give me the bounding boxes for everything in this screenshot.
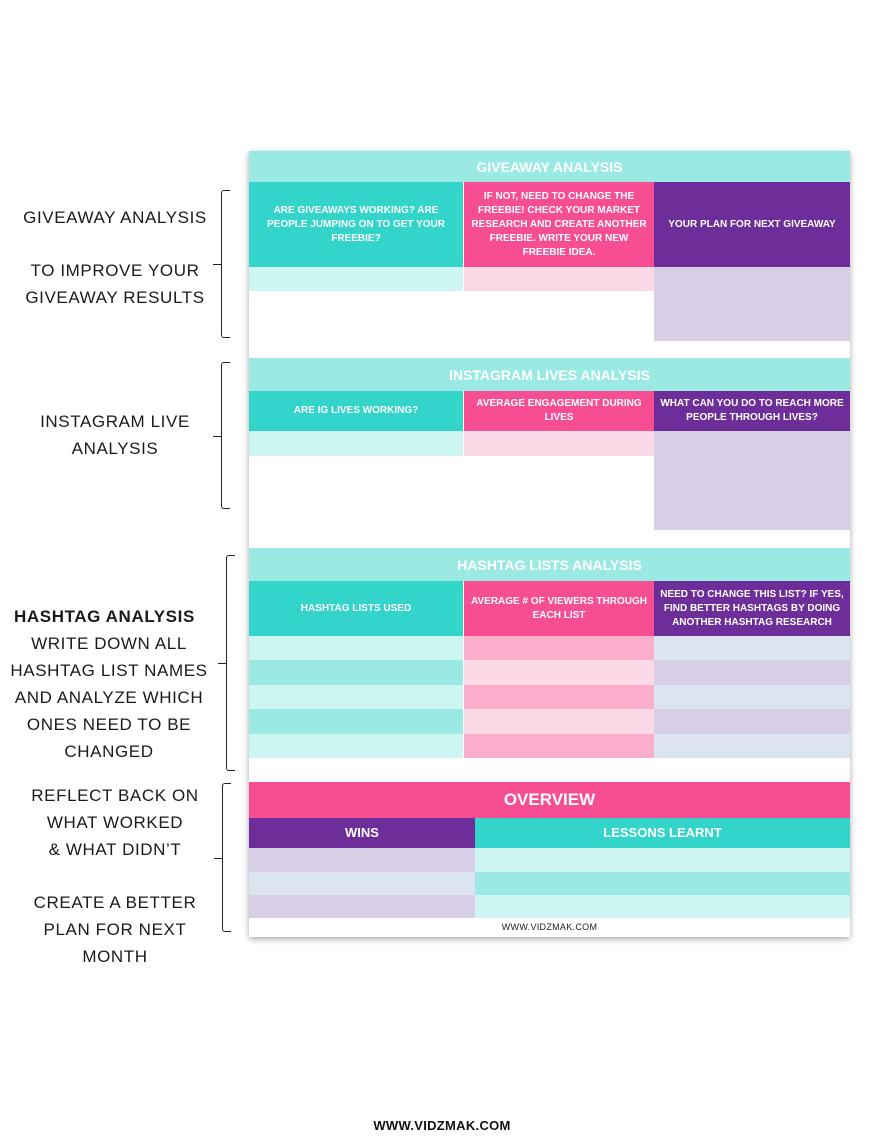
- giveaway-col2-text: IF NOT, NEED TO CHANGE THE FREEBIE! CHECK YOUR MARKET RESEARCH AND CREATE ANOTHER FREEBIE. WRITE YOUR NEW FREEBIE IDEA.: [471, 190, 647, 258]
- instagram-col3-header: [654, 391, 850, 431]
- hashtag-col3-header: [654, 581, 850, 636]
- hashtag-col2-header: [464, 581, 654, 636]
- instagram-col3-text: WHAT CAN YOU DO TO REACH MORE PEOPLE THROUGH LIVES?: [660, 398, 844, 423]
- hashtag-row-3-col2[interactable]: [464, 685, 654, 709]
- annotation-hashtag: [4, 603, 214, 765]
- annotation-giveaway-line3: GIVEAWAY RESULTS: [25, 288, 205, 307]
- hashtag-row-3-col1[interactable]: [249, 685, 463, 709]
- overview-lessons-row-2[interactable]: [475, 872, 850, 895]
- giveaway-col1-entry[interactable]: [249, 267, 463, 291]
- hashtag-col2-text: AVERAGE # OF VIEWERS THROUGH EACH LIST: [471, 595, 647, 621]
- hashtag-row-2-col1[interactable]: [249, 660, 463, 685]
- annotation-instagram: [30, 408, 200, 462]
- instagram-col1-entry[interactable]: [249, 431, 463, 456]
- brace-hashtag: [226, 555, 235, 771]
- giveaway-col3-header: [654, 182, 850, 267]
- instagram-col1-header: [249, 391, 463, 431]
- hashtag-row-4-col1[interactable]: [249, 709, 463, 734]
- hashtag-row-2-col3[interactable]: [654, 660, 850, 685]
- sheet-website: WWW.VIDZMAK.COM: [501, 922, 598, 932]
- overview-wins-row-1[interactable]: [249, 848, 475, 872]
- brace-reflect: [222, 783, 231, 932]
- annotation-hashtag-title: HASHTAG ANALYSIS: [14, 607, 195, 626]
- overview-wins-row-3[interactable]: [249, 895, 475, 918]
- giveaway-col1-header: [249, 182, 463, 267]
- instagram-col2-text: AVERAGE ENGAGEMENT DURING LIVES: [476, 398, 642, 423]
- hashtag-row-5-col1[interactable]: [249, 734, 463, 758]
- hashtag-row-1-col2[interactable]: [464, 636, 654, 660]
- worksheet: [249, 151, 850, 937]
- instagram-col1-text: ARE IG LIVES WORKING?: [293, 405, 419, 416]
- instagram-col2-header: [464, 391, 654, 431]
- annotation-hashtag-line5: CHANGED: [64, 742, 154, 761]
- giveaway-col1-text: ARE GIVEAWAYS WORKING? ARE PEOPLE JUMPING ON TO GET YOUR FREEBIE?: [267, 204, 445, 244]
- annotation-giveaway-line1: GIVEAWAY ANALYSIS: [23, 208, 207, 227]
- giveaway-title-bar: [249, 151, 850, 182]
- hashtag-title: HASHTAG LISTS ANALYSIS: [457, 556, 642, 573]
- overview-lessons-text: LESSONS LEARNT: [603, 825, 722, 840]
- brace-instagram: [221, 362, 230, 509]
- annotation-reflect-line4: CREATE A BETTER: [33, 893, 197, 912]
- hashtag-row-5-col3[interactable]: [654, 734, 850, 758]
- instagram-col2-entry[interactable]: [464, 431, 654, 456]
- overview-wins-header: [249, 818, 475, 848]
- overview-title-bar: [249, 782, 850, 818]
- annotation-reflect-line5: PLAN FOR NEXT MONTH: [43, 920, 187, 966]
- hashtag-row-4-col2[interactable]: [464, 709, 654, 734]
- brace-giveaway: [221, 190, 230, 338]
- overview-title: OVERVIEW: [503, 790, 596, 809]
- overview-lessons-row-1[interactable]: [475, 848, 850, 872]
- hashtag-col3-text: NEED TO CHANGE THIS LIST? IF YES, FIND BETTER HASHTAGS BY DOING ANOTHER HASHTAG RESEARCH: [660, 588, 844, 628]
- annotation-hashtag-line2: HASHTAG LIST NAMES: [10, 661, 208, 680]
- annotation-reflect-line2: WHAT WORKED: [46, 813, 184, 832]
- annotation-hashtag-line1: WRITE DOWN ALL: [31, 634, 187, 653]
- hashtag-title-bar: [249, 548, 850, 581]
- hashtag-row-1-col1[interactable]: [249, 636, 463, 660]
- hashtag-row-5-col2[interactable]: [464, 734, 654, 758]
- annotation-instagram-line2: ANALYSIS: [71, 439, 159, 458]
- annotation-giveaway: [20, 204, 210, 311]
- annotation-reflect-line3: & WHAT DIDN’T: [48, 840, 182, 859]
- giveaway-col3-text: YOUR PLAN FOR NEXT GIVEAWAY: [668, 218, 836, 230]
- giveaway-col3-entry[interactable]: [654, 267, 850, 341]
- annotation-hashtag-line4: ONES NEED TO BE: [26, 715, 192, 734]
- instagram-title-bar: [249, 358, 850, 391]
- hashtag-row-2-col2[interactable]: [464, 660, 654, 685]
- annotation-giveaway-line2: TO IMPROVE YOUR: [30, 261, 200, 280]
- annotation-reflect: [10, 782, 220, 970]
- overview-lessons-row-3[interactable]: [475, 895, 850, 918]
- hashtag-col1-text: HASHTAG LISTS USED: [300, 602, 412, 614]
- overview-lessons-header: [475, 818, 850, 848]
- annotation-reflect-line1: REFLECT BACK ON: [31, 786, 199, 805]
- hashtag-col1-header: [249, 581, 463, 636]
- instagram-col3-entry[interactable]: [654, 431, 850, 530]
- giveaway-col2-header: [464, 182, 654, 267]
- hashtag-row-4-col3[interactable]: [654, 709, 850, 734]
- hashtag-row-3-col3[interactable]: [654, 685, 850, 709]
- overview-wins-row-2[interactable]: [249, 872, 475, 895]
- giveaway-title: GIVEAWAY ANALYSIS: [476, 158, 623, 175]
- footer-website: WWW.VIDZMAK.COM: [373, 1118, 511, 1133]
- hashtag-row-1-col3[interactable]: [654, 636, 850, 660]
- overview-wins-text: WINS: [345, 825, 379, 840]
- annotation-instagram-line1: INSTAGRAM LIVE: [40, 412, 190, 431]
- giveaway-col2-entry[interactable]: [464, 267, 654, 291]
- annotation-hashtag-line3: AND ANALYZE WHICH: [14, 688, 204, 707]
- instagram-title: INSTAGRAM LIVES ANALYSIS: [449, 366, 650, 383]
